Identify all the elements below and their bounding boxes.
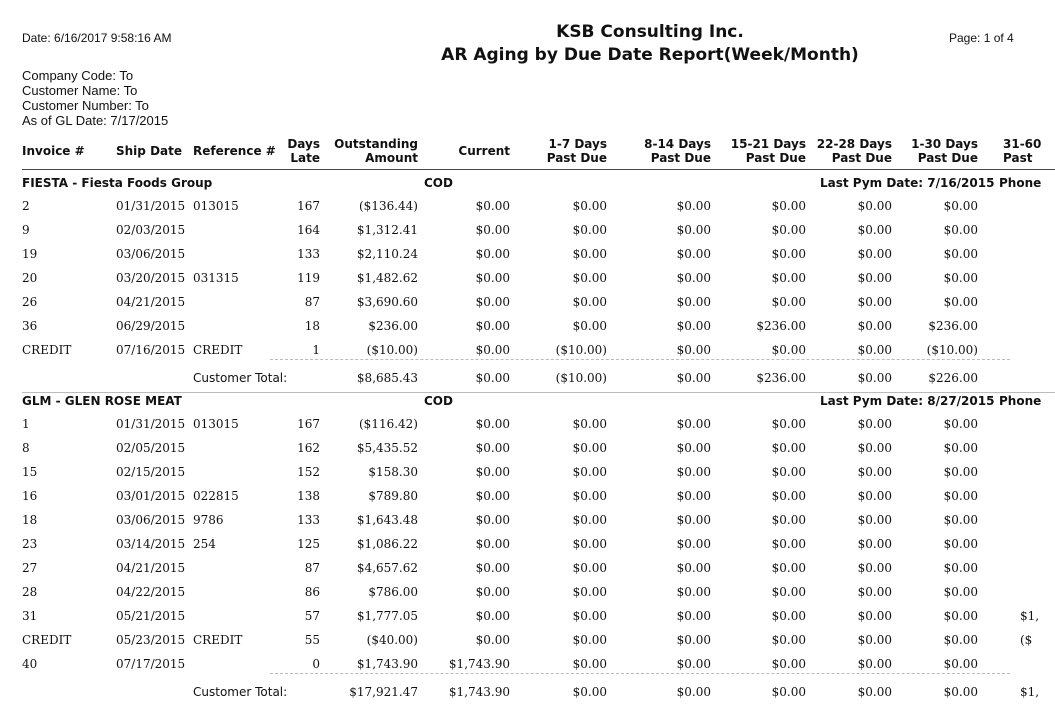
total-d1-7: ($10.00) bbox=[555, 371, 607, 385]
cell-reference: 022815 bbox=[193, 489, 239, 503]
cell-reference: 013015 bbox=[193, 417, 239, 431]
cell-d22-28: $0.00 bbox=[857, 633, 892, 647]
col-1-30-line2: Past Due bbox=[917, 151, 978, 165]
col-1-30-line1: 1-30 Days bbox=[911, 137, 978, 151]
customer-total-label: Customer Total: bbox=[193, 685, 288, 699]
cell-outstanding: $786.00 bbox=[368, 585, 418, 599]
cell-invoice: 36 bbox=[22, 319, 38, 333]
cell-invoice: CREDIT bbox=[22, 343, 72, 357]
total-separator bbox=[270, 673, 1010, 674]
cell-ship-date: 04/22/2015 bbox=[116, 585, 186, 599]
cell-outstanding: $2,110.24 bbox=[356, 247, 418, 261]
cell-current: $0.00 bbox=[475, 633, 510, 647]
cell-d22-28: $0.00 bbox=[857, 537, 892, 551]
cell-d1-7: $0.00 bbox=[572, 247, 607, 261]
cell-d1-7: $0.00 bbox=[572, 441, 607, 455]
cell-ship-date: 03/14/2015 bbox=[116, 537, 186, 551]
cell-d1-7: $0.00 bbox=[572, 319, 607, 333]
cell-d22-28: $0.00 bbox=[857, 417, 892, 431]
cell-d22-28: $0.00 bbox=[857, 561, 892, 575]
col-8-14-line1: 8-14 Days bbox=[644, 137, 711, 151]
cell-d8-14: $0.00 bbox=[676, 417, 711, 431]
col-invoice: Invoice # bbox=[22, 144, 85, 158]
cell-current: $0.00 bbox=[475, 319, 510, 333]
cell-d1-30: $0.00 bbox=[943, 295, 978, 309]
cell-days-late: 57 bbox=[304, 609, 320, 623]
cell-current: $0.00 bbox=[475, 489, 510, 503]
cell-invoice: 31 bbox=[22, 609, 38, 623]
cell-d8-14: $0.00 bbox=[676, 271, 711, 285]
total-d22-28: $0.00 bbox=[857, 685, 892, 699]
col-31-60-line2: Past bbox=[1003, 151, 1033, 165]
cell-ship-date: 02/15/2015 bbox=[116, 465, 186, 479]
cell-outstanding: $1,312.41 bbox=[356, 223, 418, 237]
cell-d15-21: $0.00 bbox=[771, 441, 806, 455]
cell-invoice: 23 bbox=[22, 537, 38, 551]
customer-group-name: GLM - GLEN ROSE MEAT bbox=[22, 394, 182, 408]
col-days-late-line1: Days bbox=[287, 137, 320, 151]
total-d15-21: $236.00 bbox=[756, 371, 806, 385]
col-8-14-line2: Past Due bbox=[650, 151, 711, 165]
cell-current: $1,743.90 bbox=[448, 657, 510, 671]
cell-days-late: 86 bbox=[304, 585, 320, 599]
cell-outstanding: ($116.42) bbox=[359, 417, 418, 431]
cell-d1-7: ($10.00) bbox=[555, 343, 607, 357]
col-days-late-line2: Late bbox=[290, 151, 320, 165]
cell-d1-30: $0.00 bbox=[943, 223, 978, 237]
col-1-30-days bbox=[900, 137, 978, 165]
col-8-14-days bbox=[630, 137, 711, 165]
cell-outstanding: ($10.00) bbox=[366, 343, 418, 357]
col-1-7-line1: 1-7 Days bbox=[548, 137, 607, 151]
cell-days-late: 119 bbox=[297, 271, 320, 285]
cell-current: $0.00 bbox=[475, 223, 510, 237]
cell-d22-28: $0.00 bbox=[857, 343, 892, 357]
cell-d1-30: $0.00 bbox=[943, 441, 978, 455]
col-outstanding-line1: Outstanding bbox=[334, 137, 418, 151]
col-22-28-line1: 22-28 Days bbox=[816, 137, 892, 151]
cell-invoice: 40 bbox=[22, 657, 38, 671]
cell-outstanding: $1,643.48 bbox=[356, 513, 418, 527]
cell-invoice: 16 bbox=[22, 489, 38, 503]
cell-days-late: 152 bbox=[297, 465, 320, 479]
param-customer-name: Customer Name: To bbox=[22, 83, 138, 98]
cell-d1-7: $0.00 bbox=[572, 609, 607, 623]
cell-current: $0.00 bbox=[475, 271, 510, 285]
cell-days-late: 133 bbox=[297, 247, 320, 261]
last-payment-date: Last Pym Date: 7/16/2015 bbox=[820, 176, 995, 190]
cell-outstanding: $5,435.52 bbox=[356, 441, 418, 455]
cell-ship-date: 01/31/2015 bbox=[116, 417, 186, 431]
cell-d1-30: $0.00 bbox=[943, 417, 978, 431]
customer-terms: COD bbox=[424, 176, 453, 190]
cell-d1-7: $0.00 bbox=[572, 657, 607, 671]
cell-d8-14: $0.00 bbox=[676, 609, 711, 623]
cell-invoice: 26 bbox=[22, 295, 38, 309]
cell-invoice: 15 bbox=[22, 465, 38, 479]
cell-invoice: 9 bbox=[22, 223, 30, 237]
cell-d15-21: $0.00 bbox=[771, 271, 806, 285]
cell-d15-21: $0.00 bbox=[771, 489, 806, 503]
cell-d8-14: $0.00 bbox=[676, 489, 711, 503]
cell-outstanding: $4,657.62 bbox=[356, 561, 418, 575]
cell-d22-28: $0.00 bbox=[857, 199, 892, 213]
col-15-21-line1: 15-21 Days bbox=[730, 137, 806, 151]
cell-d15-21: $0.00 bbox=[771, 343, 806, 357]
cell-d22-28: $0.00 bbox=[857, 585, 892, 599]
cell-d1-7: $0.00 bbox=[572, 633, 607, 647]
col-outstanding-line2: Amount bbox=[365, 151, 418, 165]
cell-outstanding: $1,482.62 bbox=[356, 271, 418, 285]
col-15-21-line2: Past Due bbox=[745, 151, 806, 165]
cell-reference: 013015 bbox=[193, 199, 239, 213]
cell-ship-date: 03/06/2015 bbox=[116, 513, 186, 527]
col-outstanding bbox=[330, 137, 418, 165]
cell-d1-30: $236.00 bbox=[928, 319, 978, 333]
header-divider bbox=[22, 169, 1055, 170]
cell-d22-28: $0.00 bbox=[857, 223, 892, 237]
cell-d31-60: ($ bbox=[1020, 633, 1033, 647]
cell-days-late: 167 bbox=[297, 199, 320, 213]
cell-d8-14: $0.00 bbox=[676, 561, 711, 575]
param-company-code: Company Code: To bbox=[22, 68, 134, 83]
cell-d22-28: $0.00 bbox=[857, 247, 892, 261]
cell-d1-30: $0.00 bbox=[943, 585, 978, 599]
col-1-7-line2: Past Due bbox=[546, 151, 607, 165]
cell-d15-21: $0.00 bbox=[771, 223, 806, 237]
cell-invoice: 28 bbox=[22, 585, 38, 599]
cell-current: $0.00 bbox=[475, 465, 510, 479]
cell-current: $0.00 bbox=[475, 295, 510, 309]
cell-d15-21: $0.00 bbox=[771, 465, 806, 479]
cell-reference: CREDIT bbox=[193, 633, 243, 647]
cell-d8-14: $0.00 bbox=[676, 513, 711, 527]
cell-d22-28: $0.00 bbox=[857, 489, 892, 503]
customer-group-name: FIESTA - Fiesta Foods Group bbox=[22, 176, 213, 190]
cell-days-late: 18 bbox=[304, 319, 320, 333]
total-current: $0.00 bbox=[475, 371, 510, 385]
cell-days-late: 162 bbox=[297, 441, 320, 455]
customer-terms: COD bbox=[424, 394, 453, 408]
col-current: Current bbox=[458, 144, 510, 158]
cell-invoice: 27 bbox=[22, 561, 38, 575]
cell-d8-14: $0.00 bbox=[676, 633, 711, 647]
cell-reference: 031315 bbox=[193, 271, 239, 285]
cell-outstanding: ($40.00) bbox=[366, 633, 418, 647]
cell-d1-30: $0.00 bbox=[943, 657, 978, 671]
cell-d8-14: $0.00 bbox=[676, 223, 711, 237]
cell-invoice: 20 bbox=[22, 271, 38, 285]
cell-reference: 9786 bbox=[193, 513, 224, 527]
cell-d1-30: $0.00 bbox=[943, 633, 978, 647]
cell-d15-21: $0.00 bbox=[771, 633, 806, 647]
cell-days-late: 55 bbox=[304, 633, 320, 647]
cell-d1-7: $0.00 bbox=[572, 295, 607, 309]
cell-ship-date: 03/06/2015 bbox=[116, 247, 186, 261]
cell-ship-date: 03/01/2015 bbox=[116, 489, 186, 503]
cell-d1-30: $0.00 bbox=[943, 465, 978, 479]
cell-d1-30: $0.00 bbox=[943, 489, 978, 503]
cell-invoice: 2 bbox=[22, 199, 30, 213]
cell-ship-date: 04/21/2015 bbox=[116, 295, 186, 309]
total-outstanding: $8,685.43 bbox=[356, 371, 418, 385]
total-d31-60: $1, bbox=[1020, 685, 1040, 699]
cell-ship-date: 03/20/2015 bbox=[116, 271, 186, 285]
cell-d1-30: $0.00 bbox=[943, 247, 978, 261]
cell-outstanding: $3,690.60 bbox=[356, 295, 418, 309]
cell-d1-7: $0.00 bbox=[572, 199, 607, 213]
cell-d15-21: $0.00 bbox=[771, 295, 806, 309]
cell-d1-7: $0.00 bbox=[572, 489, 607, 503]
cell-d1-30: $0.00 bbox=[943, 537, 978, 551]
col-22-28-line2: Past Due bbox=[831, 151, 892, 165]
report-date: Date: 6/16/2017 9:58:16 AM bbox=[22, 31, 172, 45]
col-reference: Reference # bbox=[193, 144, 276, 158]
cell-d15-21: $0.00 bbox=[771, 657, 806, 671]
cell-d1-7: $0.00 bbox=[572, 223, 607, 237]
cell-d8-14: $0.00 bbox=[676, 657, 711, 671]
col-1-7-days bbox=[530, 137, 607, 165]
cell-outstanding: $236.00 bbox=[368, 319, 418, 333]
cell-ship-date: 05/23/2015 bbox=[116, 633, 186, 647]
col-ship-date: Ship Date bbox=[116, 144, 182, 158]
cell-d22-28: $0.00 bbox=[857, 513, 892, 527]
cell-ship-date: 01/31/2015 bbox=[116, 199, 186, 213]
cell-invoice: 19 bbox=[22, 247, 38, 261]
cell-d15-21: $0.00 bbox=[771, 537, 806, 551]
cell-d15-21: $0.00 bbox=[771, 417, 806, 431]
col-days-late bbox=[270, 137, 320, 165]
cell-d1-7: $0.00 bbox=[572, 537, 607, 551]
cell-d1-7: $0.00 bbox=[572, 513, 607, 527]
cell-d1-30: $0.00 bbox=[943, 561, 978, 575]
cell-d8-14: $0.00 bbox=[676, 465, 711, 479]
cell-outstanding: $1,086.22 bbox=[356, 537, 418, 551]
cell-ship-date: 05/21/2015 bbox=[116, 609, 186, 623]
cell-current: $0.00 bbox=[475, 199, 510, 213]
cell-days-late: 138 bbox=[297, 489, 320, 503]
cell-d22-28: $0.00 bbox=[857, 319, 892, 333]
cell-current: $0.00 bbox=[475, 561, 510, 575]
cell-d8-14: $0.00 bbox=[676, 537, 711, 551]
cell-current: $0.00 bbox=[475, 609, 510, 623]
cell-reference: 254 bbox=[193, 537, 216, 551]
cell-days-late: 1 bbox=[312, 343, 320, 357]
cell-d1-30: ($10.00) bbox=[926, 343, 978, 357]
cell-current: $0.00 bbox=[475, 585, 510, 599]
col-22-28-days bbox=[812, 137, 892, 165]
cell-ship-date: 02/03/2015 bbox=[116, 223, 186, 237]
cell-outstanding: $789.80 bbox=[368, 489, 418, 503]
total-d1-30: $226.00 bbox=[928, 371, 978, 385]
total-d1-30: $0.00 bbox=[943, 685, 978, 699]
cell-d8-14: $0.00 bbox=[676, 585, 711, 599]
report-parameters bbox=[22, 68, 168, 128]
cell-days-late: 167 bbox=[297, 417, 320, 431]
cell-days-late: 164 bbox=[297, 223, 320, 237]
cell-d1-7: $0.00 bbox=[572, 585, 607, 599]
cell-d31-60: $1, bbox=[1020, 609, 1040, 623]
cell-d15-21: $236.00 bbox=[756, 319, 806, 333]
col-31-60-days bbox=[1003, 137, 1041, 165]
customer-phone-label: Phone bbox=[999, 176, 1042, 190]
cell-outstanding: $1,743.90 bbox=[356, 657, 418, 671]
cell-d22-28: $0.00 bbox=[857, 465, 892, 479]
cell-current: $0.00 bbox=[475, 247, 510, 261]
cell-days-late: 133 bbox=[297, 513, 320, 527]
cell-d22-28: $0.00 bbox=[857, 295, 892, 309]
cell-d1-30: $0.00 bbox=[943, 199, 978, 213]
cell-d8-14: $0.00 bbox=[676, 343, 711, 357]
total-d1-7: $0.00 bbox=[572, 685, 607, 699]
cell-outstanding: $158.30 bbox=[368, 465, 418, 479]
cell-ship-date: 07/16/2015 bbox=[116, 343, 186, 357]
total-d8-14: $0.00 bbox=[676, 371, 711, 385]
cell-d15-21: $0.00 bbox=[771, 609, 806, 623]
cell-d1-30: $0.00 bbox=[943, 271, 978, 285]
param-customer-number: Customer Number: To bbox=[22, 98, 149, 113]
cell-days-late: 0 bbox=[312, 657, 320, 671]
cell-invoice: 1 bbox=[22, 417, 30, 431]
cell-d22-28: $0.00 bbox=[857, 271, 892, 285]
total-d8-14: $0.00 bbox=[676, 685, 711, 699]
cell-ship-date: 07/17/2015 bbox=[116, 657, 186, 671]
cell-ship-date: 06/29/2015 bbox=[116, 319, 186, 333]
cell-d1-7: $0.00 bbox=[572, 465, 607, 479]
cell-days-late: 87 bbox=[304, 295, 320, 309]
customer-phone-label: Phone bbox=[999, 394, 1042, 408]
cell-d1-7: $0.00 bbox=[572, 271, 607, 285]
cell-ship-date: 04/21/2015 bbox=[116, 561, 186, 575]
total-current: $1,743.90 bbox=[448, 685, 510, 699]
page-number: Page: 1 of 4 bbox=[949, 31, 1014, 45]
cell-current: $0.00 bbox=[475, 441, 510, 455]
cell-d1-7: $0.00 bbox=[572, 417, 607, 431]
total-d22-28: $0.00 bbox=[857, 371, 892, 385]
cell-d22-28: $0.00 bbox=[857, 657, 892, 671]
col-15-21-days bbox=[725, 137, 806, 165]
cell-ship-date: 02/05/2015 bbox=[116, 441, 186, 455]
cell-d15-21: $0.00 bbox=[771, 199, 806, 213]
cell-days-late: 125 bbox=[297, 537, 320, 551]
cell-current: $0.00 bbox=[475, 343, 510, 357]
cell-d1-30: $0.00 bbox=[943, 513, 978, 527]
cell-d15-21: $0.00 bbox=[771, 247, 806, 261]
cell-d8-14: $0.00 bbox=[676, 319, 711, 333]
cell-invoice: 18 bbox=[22, 513, 38, 527]
last-payment-date: Last Pym Date: 8/27/2015 bbox=[820, 394, 995, 408]
total-separator bbox=[270, 359, 1010, 360]
cell-outstanding: $1,777.05 bbox=[356, 609, 418, 623]
cell-d8-14: $0.00 bbox=[676, 441, 711, 455]
cell-current: $0.00 bbox=[475, 417, 510, 431]
cell-d1-30: $0.00 bbox=[943, 609, 978, 623]
cell-outstanding: ($136.44) bbox=[359, 199, 418, 213]
cell-days-late: 87 bbox=[304, 561, 320, 575]
cell-current: $0.00 bbox=[475, 513, 510, 527]
cell-d15-21: $0.00 bbox=[771, 561, 806, 575]
cell-d8-14: $0.00 bbox=[676, 295, 711, 309]
col-31-60-line1: 31-60 bbox=[1003, 137, 1042, 151]
cell-d1-7: $0.00 bbox=[572, 561, 607, 575]
total-d15-21: $0.00 bbox=[771, 685, 806, 699]
cell-invoice: 8 bbox=[22, 441, 30, 455]
cell-d8-14: $0.00 bbox=[676, 247, 711, 261]
customer-total-label: Customer Total: bbox=[193, 371, 288, 385]
cell-invoice: CREDIT bbox=[22, 633, 72, 647]
group-divider bbox=[22, 392, 1055, 393]
cell-reference: CREDIT bbox=[193, 343, 243, 357]
cell-d15-21: $0.00 bbox=[771, 513, 806, 527]
cell-d15-21: $0.00 bbox=[771, 585, 806, 599]
cell-d22-28: $0.00 bbox=[857, 441, 892, 455]
cell-d8-14: $0.00 bbox=[676, 199, 711, 213]
param-gl-date: As of GL Date: 7/17/2015 bbox=[22, 113, 169, 128]
total-outstanding: $17,921.47 bbox=[349, 685, 418, 699]
cell-d22-28: $0.00 bbox=[857, 609, 892, 623]
cell-current: $0.00 bbox=[475, 537, 510, 551]
